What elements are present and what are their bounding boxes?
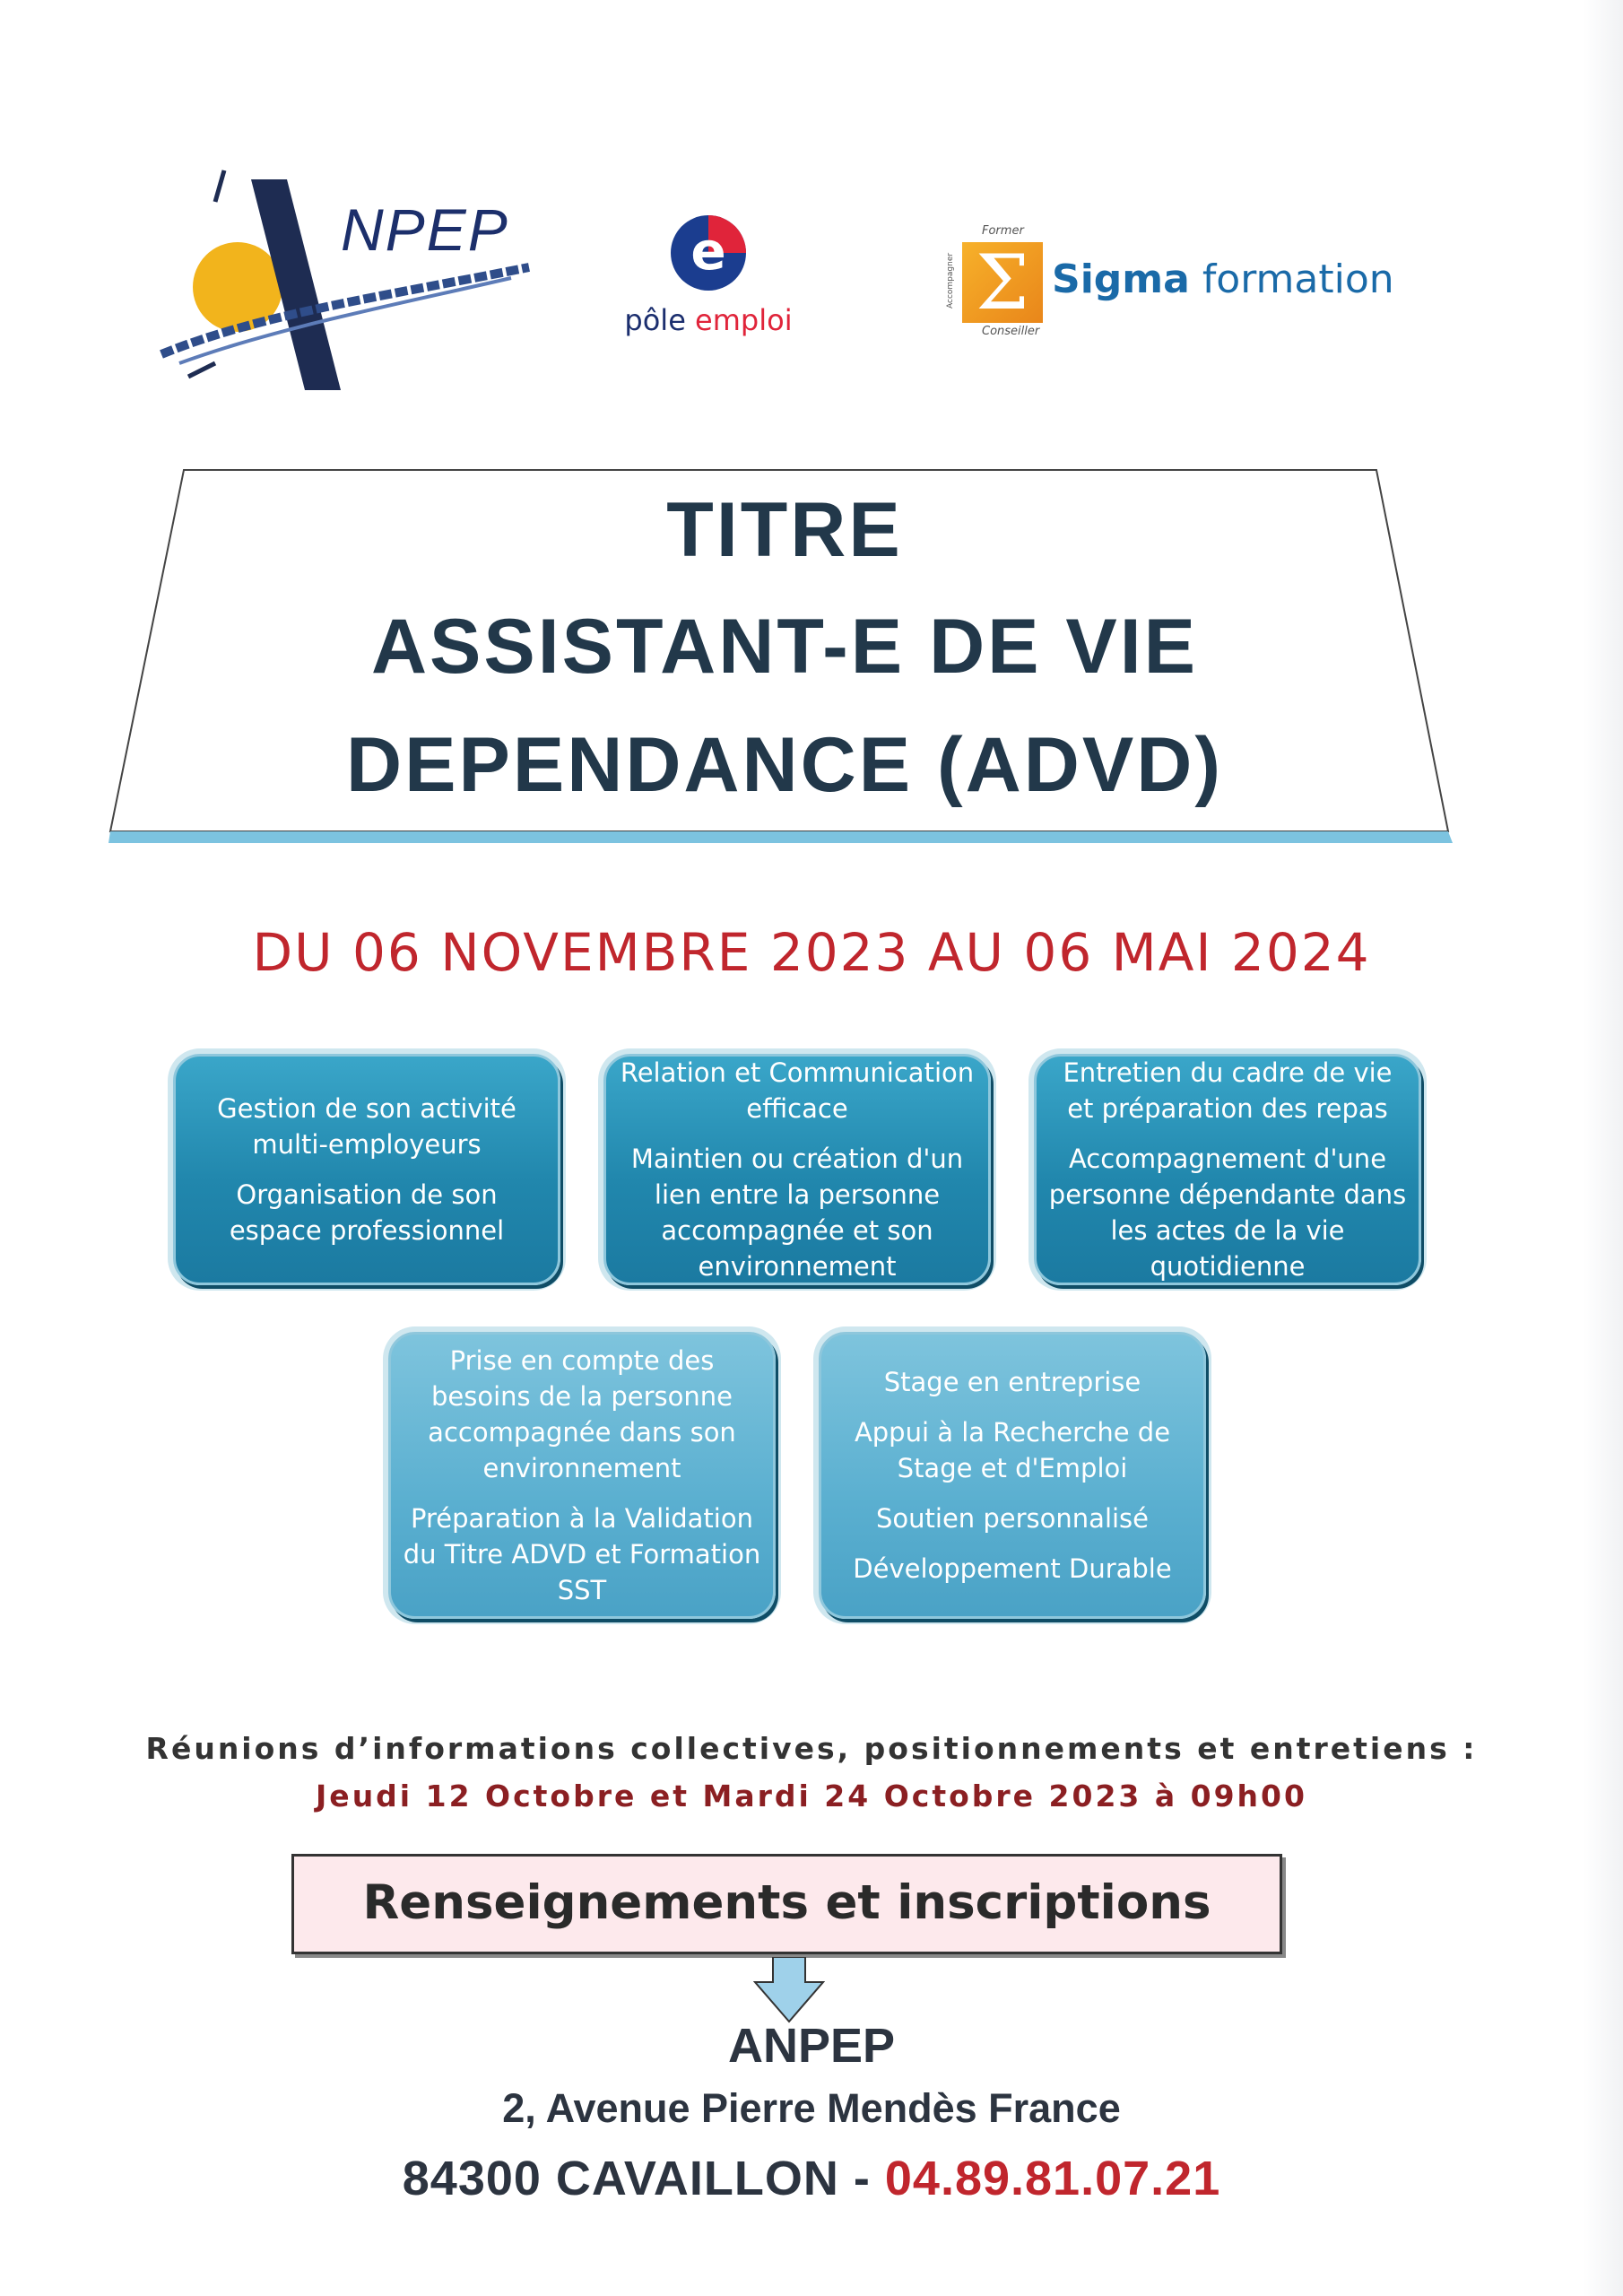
module-text: Développement Durable [853, 1553, 1172, 1584]
module-text: Appui à la Recherche de Stage et d'Emploi [854, 1417, 1171, 1483]
module-text: Organisation de son espace professionnel [229, 1179, 505, 1246]
down-arrow-icon [753, 1957, 825, 2024]
module-text: Maintien ou création d'un lien entre la personne accompagnée et son environnement [630, 1144, 964, 1282]
module-card-internship [819, 1332, 1206, 1619]
city: 84300 CAVAILLON - [402, 2152, 885, 2205]
sigma-top-text: Former [982, 224, 1024, 238]
training-dates: DU 06 NOVEMBRE 2023 AU 06 MAI 2024 [252, 922, 1371, 983]
sigma-wordmark [1052, 257, 1394, 302]
city-phone-line [0, 2151, 1623, 2206]
module-text: Soutien personnalisé [875, 1503, 1150, 1534]
anpep-wordmark: NPEP [341, 196, 509, 263]
sigma-bold-word: Sigma [1052, 257, 1190, 302]
emploi-word: emploi [695, 303, 793, 337]
info-box-label: Renseignements et inscriptions [362, 1875, 1211, 1930]
sigma-icon: Σ [962, 242, 1043, 323]
module-text: Accompagnement d'une personne dépendante dans les actes de la vie quotidienne [1048, 1144, 1407, 1282]
phone-number: 04.89.81.07.21 [884, 2152, 1221, 2205]
title-line-1: TITRE [666, 487, 903, 573]
module-text: Prise en compte des besoins de la personne accompagnée dans son environnement [428, 1345, 736, 1483]
svg-text:e: e [690, 221, 726, 282]
title-line-3: DEPENDANCE (ADVD) [346, 722, 1223, 808]
pole-emploi-icon [619, 206, 798, 300]
sigma-rest-word: formation [1202, 257, 1394, 302]
module-text: Entretien du cadre de vie et préparation des repas [1063, 1057, 1393, 1124]
meetings-heading: Réunions d’informations collectives, positionnements et entretiens : [145, 1731, 1478, 1766]
meetings-dates: Jeudi 12 Octobre et Mardi 24 Octobre 2023 à 09h00 [316, 1779, 1307, 1813]
module-card-needs [388, 1332, 776, 1619]
module-text: Relation et Communication efficace [620, 1057, 975, 1124]
module-card-activity [173, 1054, 560, 1285]
sigma-side-text: Accompagner [946, 252, 955, 309]
anpep-logo [152, 161, 556, 395]
info-box [291, 1854, 1282, 1954]
module-text: Stage en entreprise [883, 1367, 1141, 1397]
pole-word: pôle [624, 303, 686, 337]
pole-emploi-logo [619, 206, 798, 341]
scan-edge [1583, 0, 1623, 2296]
module-card-communication [603, 1054, 991, 1285]
pole-emploi-wordmark [619, 303, 798, 337]
module-text: Préparation à la Validation du Titre ADVD et Formation SST [403, 1503, 761, 1605]
module-text: Gestion de son activité multi-employeurs [217, 1093, 516, 1160]
street-address: 2, Avenue Pierre Mendès France [502, 2085, 1121, 2131]
module-card-living-space [1034, 1054, 1421, 1285]
organization-name: ANPEP [727, 2019, 896, 2073]
title-line-2: ASSISTANT-E DE VIE [370, 604, 1199, 690]
title-box [103, 468, 1466, 849]
sigma-formation-logo [946, 224, 1394, 336]
sigma-bottom-text: Conseiller [982, 325, 1040, 338]
